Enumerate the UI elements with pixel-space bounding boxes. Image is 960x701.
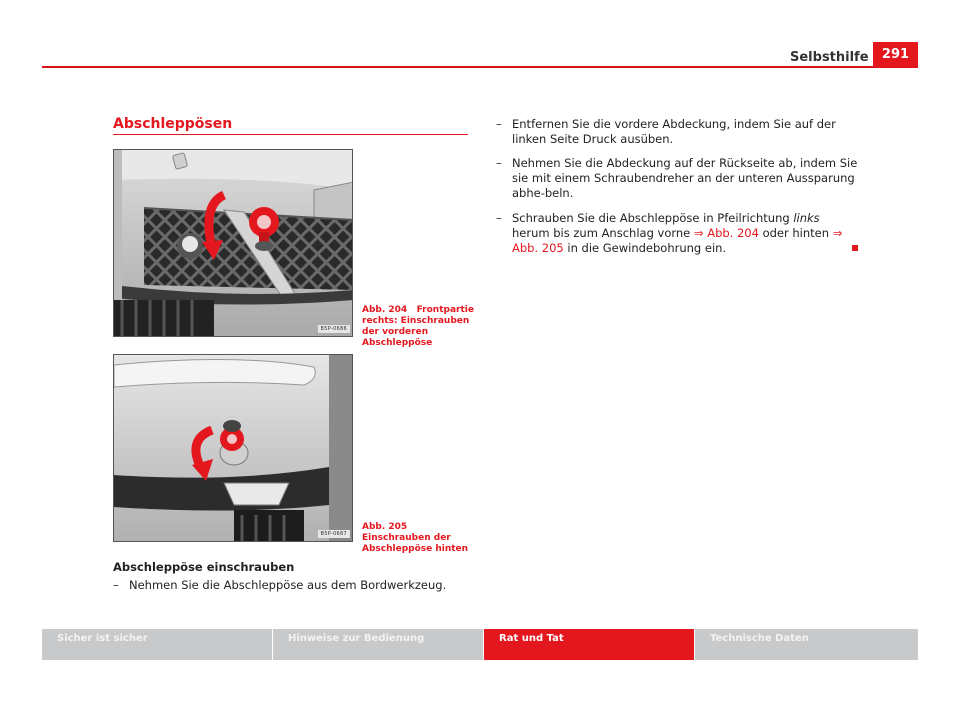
footer-tab-technische-daten[interactable]: Technische Daten	[695, 629, 918, 660]
bullet-text: Nehmen Sie die Abschleppöse aus dem Bordwerkzeug.	[129, 578, 447, 592]
bullet-text: Entfernen Sie die vordere Abdeckung, indem Sie auf der linken Seite Druck ausüben.	[512, 117, 836, 146]
figure-caption	[362, 522, 474, 555]
footer-tab-sicher-ist-sicher[interactable]: Sicher ist sicher	[42, 629, 273, 660]
list-item	[496, 211, 858, 256]
caption-text: Frontpartie rechts: Einschrauben der vorderen Abschleppöse	[362, 305, 474, 348]
front-bumper-illustration	[114, 150, 353, 337]
section-title-rule	[113, 134, 468, 135]
figure-rear-tow-eye	[113, 354, 353, 542]
bullet-text-italic: links	[793, 211, 820, 225]
figure-reference-link[interactable]: ⇒ Abb. 205	[512, 226, 843, 255]
figure-code: B5P-0687	[318, 530, 350, 538]
bullet-dash: –	[496, 117, 502, 131]
figure-caption	[362, 305, 474, 349]
section-end-marker	[852, 245, 858, 251]
caption-prefix: Abb. 204	[362, 305, 408, 315]
bullet-text-part: in die Gewindebohrung ein.	[563, 241, 727, 255]
header-rule	[42, 66, 918, 68]
footer-tab-hinweise-zur-bedienung[interactable]: Hinweise zur Bedienung	[273, 629, 484, 660]
subheading: Abschleppöse einschrauben	[113, 560, 295, 574]
bullet-text-part: Schrauben Sie die Abschleppöse in Pfeilrichtung	[512, 211, 794, 225]
bullet-text: Nehmen Sie die Abdeckung auf der Rückseite ab, indem Sie sie mit einem Schraubendreher an der unteren Aussparung abhe-beln.	[512, 156, 858, 200]
figure-code: B5P-0686	[318, 325, 350, 333]
figure-front-tow-eye	[113, 149, 353, 337]
caption-prefix: Abb. 205	[362, 522, 408, 532]
section-title: Abschleppösen	[113, 116, 233, 132]
bullet-dash: –	[496, 211, 502, 225]
bullet-dash: –	[113, 578, 119, 592]
bullet-text	[512, 211, 858, 256]
list-item	[496, 156, 858, 201]
bullet-text-part: herum bis zum Anschlag vorne	[512, 226, 694, 240]
list-item	[113, 578, 473, 593]
page-number: 291	[873, 42, 918, 67]
figure-reference-link[interactable]: ⇒ Abb. 204	[693, 226, 759, 240]
footer-tab-rat-und-tat[interactable]: Rat und Tat	[484, 629, 695, 660]
rear-bumper-illustration	[114, 355, 353, 542]
bullet-text-part: oder hinten	[758, 226, 833, 240]
bullet-dash: –	[496, 156, 502, 170]
caption-text: Einschrauben der Abschleppöse hinten	[362, 533, 469, 554]
header-section-name: Selbsthilfe	[790, 50, 869, 65]
footer-nav	[42, 629, 918, 660]
list-item	[496, 117, 858, 147]
